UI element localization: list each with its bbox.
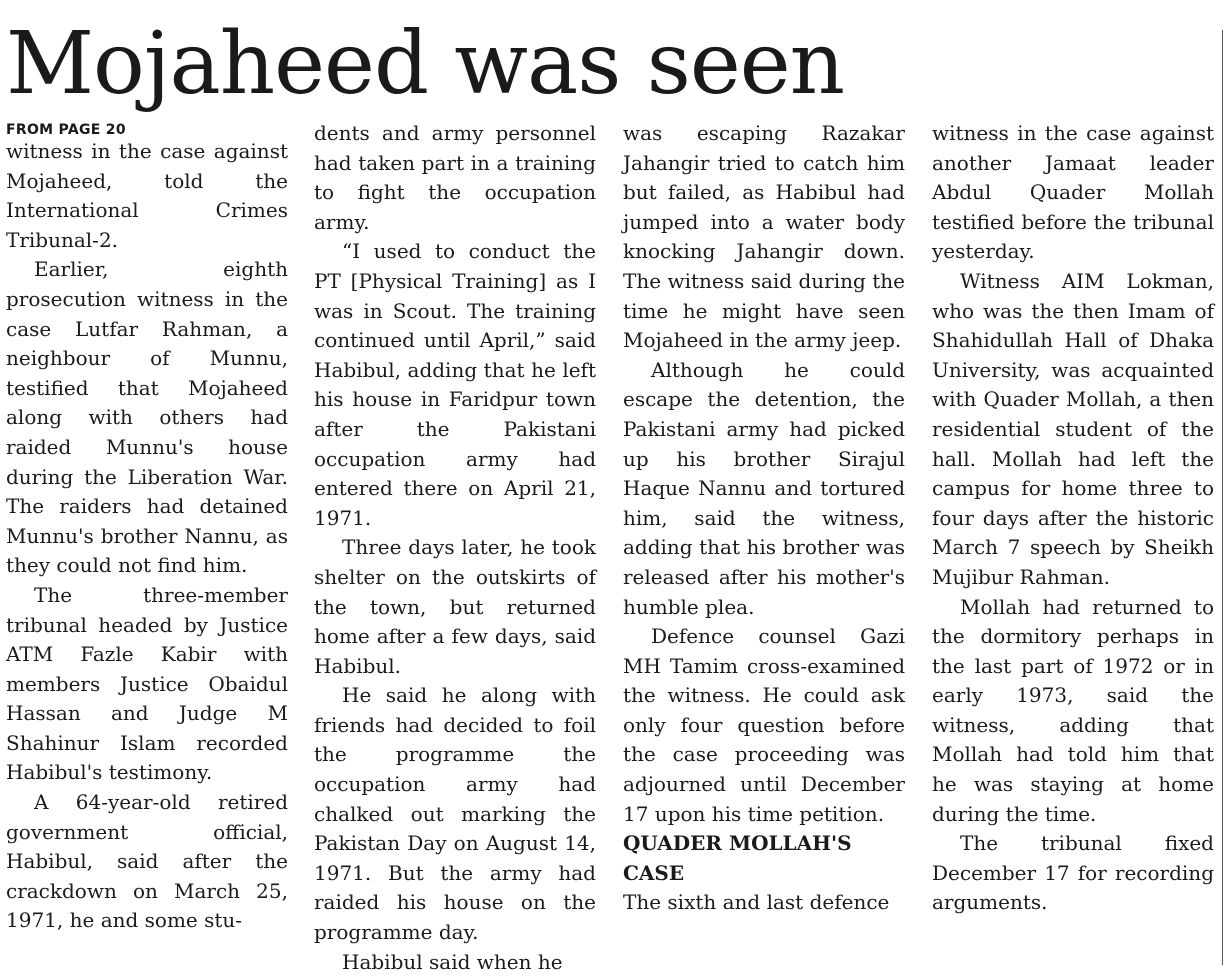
paragraph-4-end: dents and army personnel had taken part in a training to fight the occupation army. bbox=[314, 121, 596, 234]
paragraph-12: Witness AIM Lokman, who was the then Imam of Shahidullah Hall of Dhaka University, was acquainted with Quader Mollah, a then residential student of the hall. Mollah had left the campus for home three to four days after the historic March 7 speech by Sheikh Mujibur Rahman. bbox=[932, 268, 1214, 589]
paragraph-4-start: A 64-year-old retired government official, Habibul, said after the crackdown on March 25, 1971, he and some stu- bbox=[6, 790, 288, 933]
paragraph-5: “I used to conduct the PT [Physical Training] as I was in Scout. The training continued until April,” said Habibul, adding that he left his house in Faridpur town after the Pakistani occupation army had entered there on April 21, 1971. bbox=[314, 239, 596, 530]
paragraph-11-start: The sixth and last defence bbox=[623, 890, 890, 915]
paragraph-3: The three-member tribunal headed by Justice ATM Fazle Kabir with members Justice Obaidul Hassan and Judge M Shahinur Islam recorded Habibul's testimony. bbox=[6, 582, 288, 785]
headline: Mojaheed was seen bbox=[6, 14, 845, 114]
article-column-1 bbox=[6, 119, 288, 936]
article-column-4 bbox=[932, 119, 1214, 918]
article-column-2 bbox=[314, 119, 596, 977]
paragraph-6: Three days later, he took shelter on the outskirts of the town, but returned home after a few days, said Habibul. bbox=[314, 535, 596, 678]
paragraph-2: Earlier, eighth prosecution witness in the case Lutfar Rahman, a neighbour of Munnu, testified that Mojaheed along with others had raided Munnu's house during the Liberation War. The raiders had detained Munnu's brother Nannu, as they could not find him. bbox=[6, 257, 288, 578]
continued-from-kicker: FROM PAGE 20 bbox=[6, 122, 126, 138]
paragraph-8-start: Habibul said when he bbox=[342, 949, 563, 974]
column-rule bbox=[1222, 30, 1223, 965]
paragraph-1: witness in the case against Mojaheed, told the International Crimes Tribunal-2. bbox=[6, 139, 288, 252]
article-column-3 bbox=[623, 119, 905, 918]
paragraph-8-end: was escaping Razakar Jahangir tried to catch him but failed, as Habibul had jumped into a water body knocking Jahangir down. The witness said during the time he might have seen Mojaheed in the army jeep. bbox=[623, 121, 905, 353]
paragraph-7: He said he along with friends had decided to foil the programme the occupation army had chalked out marking the Pakistan Day on August 14, 1971. But the army had raided his house on the programme day. bbox=[314, 683, 596, 945]
paragraph-14: The tribunal fixed December 17 for recording arguments. bbox=[932, 831, 1214, 915]
paragraph-11-end: witness in the case against another Jamaat leader Abdul Quader Mollah testified before the tribunal yesterday. bbox=[932, 121, 1214, 264]
paragraph-9: Although he could escape the detention, the Pakistani army had picked up his brother Sirajul Haque Nannu and tortured him, said the witness, adding that his brother was released after his mother's humble plea. bbox=[623, 357, 905, 619]
paragraph-10: Defence counsel Gazi MH Tamim cross-examined the witness. He could ask only four question before the case proceeding was adjourned until December 17 upon his time petition. bbox=[623, 624, 905, 826]
paragraph-13: Mollah had returned to the dormitory perhaps in the last part of 1972 or in early 1973, said the witness, adding that Mollah had told him that he was staying at home during the time. bbox=[932, 594, 1214, 826]
subheading-quader-mollah-case: QUADER MOLLAH'S CASE bbox=[623, 831, 852, 885]
